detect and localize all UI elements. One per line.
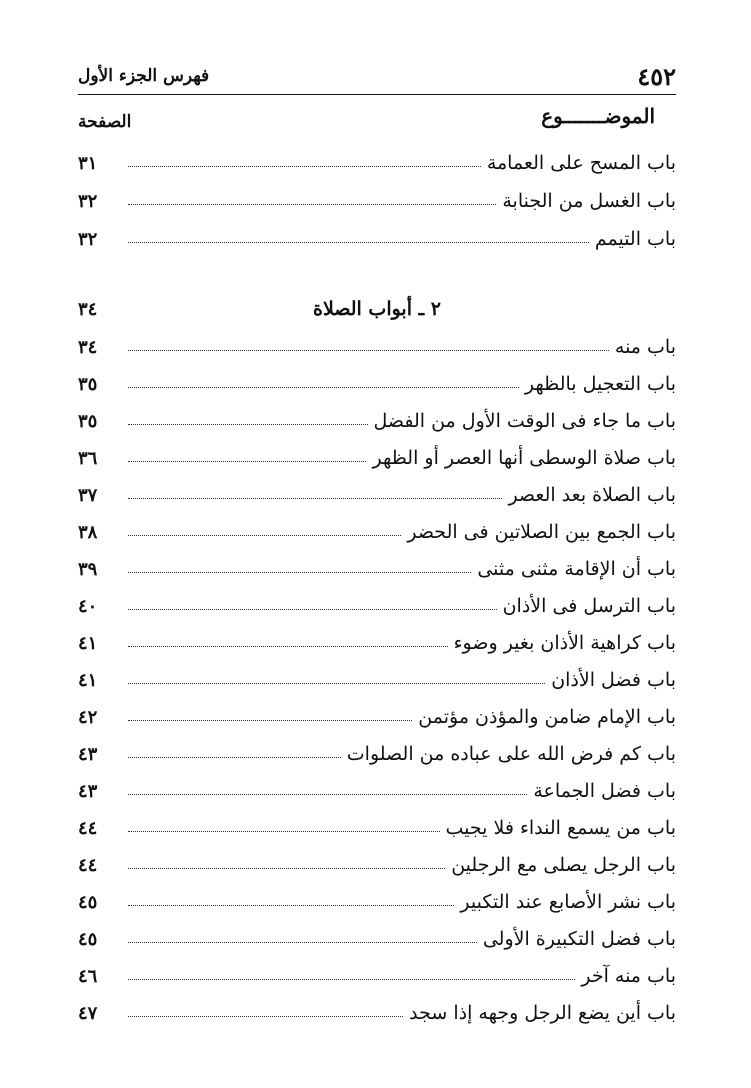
dot-leader — [128, 757, 341, 758]
dot-leader — [128, 942, 477, 943]
toc-entry-title: باب الترسل فى الأذان — [502, 595, 676, 617]
dot-leader — [128, 609, 497, 610]
toc-entry — [78, 922, 676, 952]
page-number: ٤٥٢ — [637, 62, 676, 91]
section-page: ٣٤ — [78, 299, 98, 320]
toc-entry-title: باب منه آخر — [581, 965, 676, 987]
toc-entry-page: ٤٢ — [78, 707, 98, 728]
toc-entry-page: ٤٣ — [78, 744, 98, 765]
toc-entry — [78, 996, 676, 1026]
toc-entry — [78, 774, 676, 804]
toc-entry-title: باب الجمع بين الصلاتين فى الحضر — [407, 521, 676, 543]
toc-entry — [78, 441, 676, 471]
toc-entry-page: ٣١ — [78, 153, 98, 174]
dot-leader — [128, 498, 502, 499]
toc-entry-page: ٤٥ — [78, 892, 98, 913]
toc-entry — [78, 146, 676, 176]
toc-entry-page: ٣٨ — [78, 522, 98, 543]
dot-leader — [128, 868, 445, 869]
toc-entry-title: باب الصلاة بعد العصر — [508, 484, 676, 506]
toc-entry-title: باب فضل التكبيرة الأولى — [482, 928, 676, 950]
toc-entry-title: باب كم فرض الله على عباده من الصلوات — [346, 743, 676, 765]
toc-entry — [78, 515, 676, 545]
toc-entry-page: ٤٦ — [78, 966, 98, 987]
dot-leader — [128, 683, 545, 684]
toc-entry-page: ٣٤ — [78, 337, 98, 358]
dot-leader — [128, 387, 519, 388]
dot-leader — [128, 646, 448, 647]
dot-leader — [128, 350, 609, 351]
dot-leader — [128, 979, 575, 980]
dot-leader — [128, 572, 471, 573]
toc-entry — [78, 626, 676, 656]
toc-entry — [78, 330, 676, 360]
toc-entry — [78, 663, 676, 693]
dot-leader — [128, 461, 366, 462]
toc-entry-page: ٤٧ — [78, 1003, 98, 1024]
dot-leader — [128, 905, 454, 906]
toc-entry — [78, 737, 676, 767]
dot-leader — [128, 204, 496, 205]
toc-entry-page: ٤١ — [78, 633, 98, 654]
toc-entry-page: ٣٩ — [78, 559, 98, 580]
toc-entry-page: ٤٤ — [78, 855, 98, 876]
toc-entry — [78, 404, 676, 434]
toc-entry-title: باب صلاة الوسطى أنها العصر أو الظهر — [372, 447, 676, 469]
subject-column-label: الموضـــــــوع — [541, 104, 655, 128]
toc-entry-title: باب فضل الأذان — [551, 669, 676, 691]
toc-entry-title: باب نشر الأصابع عند التكبير — [460, 891, 676, 913]
toc-entry-title: باب الإمام ضامن والمؤذن مؤتمن — [418, 706, 676, 728]
toc-entry-page: ٣٥ — [78, 374, 98, 395]
section-title: ٢ ـ أبواب الصلاة — [312, 298, 441, 320]
toc-entry-title: باب الرجل يصلى مع الرجلين — [451, 854, 676, 876]
toc-entry-title: باب التعجيل بالظهر — [524, 373, 676, 395]
dot-leader — [128, 831, 440, 832]
toc-entry-title: باب أين يضع الرجل وجهه إذا سجد — [409, 1002, 676, 1024]
toc-entry-page: ٤٥ — [78, 929, 98, 950]
toc-entry — [78, 959, 676, 989]
toc-entry-page: ٤٣ — [78, 781, 98, 802]
running-title: فهرس الجزء الأول — [78, 66, 210, 86]
toc-entry — [78, 848, 676, 878]
toc-entry-page: ٣٧ — [78, 485, 98, 506]
toc-entry-title: باب أن الإقامة مثنى مثنى — [477, 558, 676, 580]
toc-entry — [78, 222, 676, 252]
toc-entry-page: ٤٠ — [78, 596, 98, 617]
dot-leader — [128, 720, 412, 721]
toc-entry-page: ٣٢ — [78, 229, 98, 250]
dot-leader — [128, 1016, 403, 1017]
toc-entry-page: ٣٦ — [78, 448, 98, 469]
toc-entry — [78, 478, 676, 508]
toc-entry-title: باب ما جاء فى الوقت الأول من الفضل — [373, 410, 676, 432]
toc-entry — [78, 589, 676, 619]
toc-entry — [78, 184, 676, 214]
toc-entry — [78, 700, 676, 730]
toc-entry-title: باب من يسمع النداء فلا يجيب — [445, 817, 676, 839]
toc-entry-title: باب فضل الجماعة — [533, 780, 676, 802]
toc-entry-title: باب التيمم — [594, 228, 676, 250]
page-column-label: الصفحة — [78, 112, 132, 132]
toc-entry-page: ٤٤ — [78, 818, 98, 839]
toc-entry-title: باب الغسل من الجنابة — [502, 190, 676, 212]
toc-entry-page: ٣٥ — [78, 411, 98, 432]
toc-entry — [78, 885, 676, 915]
dot-leader — [128, 794, 527, 795]
running-header — [78, 58, 676, 95]
dot-leader — [128, 242, 589, 243]
toc-entry — [78, 811, 676, 841]
toc-entry-title: باب منه — [614, 336, 676, 358]
section-heading-row — [78, 292, 676, 322]
toc-entry-title: باب كراهية الأذان بغير وضوء — [453, 632, 676, 654]
dot-leader — [128, 535, 401, 536]
toc-entry — [78, 367, 676, 397]
toc-entry-page: ٤١ — [78, 670, 98, 691]
toc-entry-title: باب المسح على العمامة — [486, 152, 676, 174]
dot-leader — [128, 424, 368, 425]
toc-entry-page: ٣٢ — [78, 191, 98, 212]
dot-leader — [128, 166, 481, 167]
toc-entry — [78, 552, 676, 582]
